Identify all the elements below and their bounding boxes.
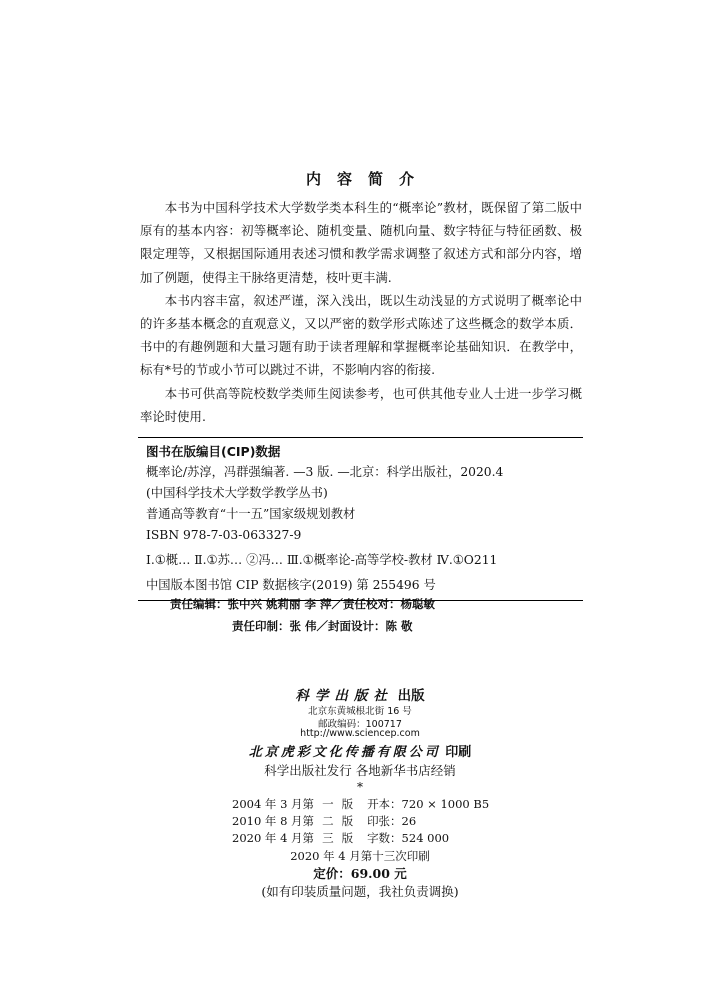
publisher-postcode: 邮政编码：100717 — [318, 719, 402, 730]
publisher-logo: 科学出版社 — [295, 688, 393, 704]
edition-number: 二 — [322, 814, 334, 828]
edition-spec: 印张：26 — [367, 814, 417, 828]
distribution-line: 科学出版社发行 各地新华书店经销 — [264, 763, 456, 778]
cip-series-line: (中国科学技术大学数学教学丛书) — [146, 486, 328, 500]
edition-type: 版 — [341, 814, 354, 828]
separator-star: * — [357, 780, 363, 794]
edition-number: 一 — [322, 797, 334, 811]
printing-line: 2020 年 4 月第十三次印刷 — [290, 849, 430, 863]
edition-row — [232, 830, 489, 847]
printer-logo: 北京虎彩文化传播有限公司 — [248, 745, 441, 760]
quality-note: (如有印装质量问题，我社负责调换) — [261, 884, 459, 899]
edition-number: 三 — [322, 831, 334, 845]
summary-paragraph: 本书可供高等院校数学类师生阅读参考，也可供其他专业人士进一步学习概率论时使用. — [140, 385, 582, 424]
cip-plan-line: 普通高等教育“十一五”国家级规划教材 — [146, 507, 356, 521]
edition-table — [232, 796, 489, 847]
cip-title-line: 概率论/苏淳，冯群强编著. —3 版. —北京：科学出版社，2020.4 — [146, 465, 504, 479]
cip-check-number: 中国版本图书馆 CIP 数据核字(2019) 第 255496 号 — [146, 578, 436, 592]
price-line: 定价：69.00 元 — [313, 866, 407, 881]
summary-paragraph: 本书内容丰富，叙述严谨，深入浅出，既以生动浅显的方式说明了概率论中的许多基本概念的直观意义，又以严密的数学形式陈述了这些概念的数学本质．书中的有趣例题和大量习题有助于读者理解和掌握概率论基础知识．在教学中，标有*号的节或小节可以跳过不讲，不影响内容的衔接. — [140, 292, 582, 378]
edition-spec: 字数：524 000 — [367, 831, 450, 845]
cip-classification: Ⅰ.①概… Ⅱ.①苏… ②冯… Ⅲ.①概率论-高等学校-教材 Ⅳ.①O211 — [146, 553, 498, 567]
editors-credit: 责任编辑：张中兴 姚莉丽 李 萍／责任校对：杨聪敏 — [170, 597, 436, 611]
cip-heading: 图书在版编目(CIP)数据 — [146, 444, 281, 459]
summary-section — [140, 196, 582, 428]
edition-row — [232, 813, 489, 830]
printer-line — [0, 741, 720, 760]
page-title: 内容简介 — [305, 170, 430, 188]
printer-action: 印刷 — [445, 745, 472, 760]
edition-date: 2004 年 3 月第 — [232, 797, 315, 811]
edition-row — [232, 796, 489, 813]
cip-data-block — [138, 437, 583, 601]
publisher-action: 出版 — [397, 688, 425, 704]
summary-paragraph: 本书为中国科学技术大学数学类本科生的“概率论”教材，既保留了第二版中原有的基本内容：初等概率论、随机变量、随机向量、数字特征与特征函数、极限定理等，又根据国际通用表述习惯和教学需求调整了叙述方式和部分内容，增加了例题，使得主干脉络更清楚，枝叶更丰满. — [140, 200, 582, 285]
edition-type: 版 — [341, 831, 354, 845]
publisher-website: http://www.sciencep.com — [300, 728, 420, 739]
publisher-address: 北京东黄城根北街 16 号 — [308, 706, 412, 717]
edition-type: 版 — [341, 797, 354, 811]
edition-spec: 开本：720 × 1000 B5 — [367, 797, 490, 811]
print-design-credit: 责任印制：张 伟／封面设计：陈 敬 — [232, 619, 413, 633]
publisher-line — [0, 684, 720, 704]
cip-isbn: ISBN 978-7-03-063327-9 — [146, 528, 302, 542]
edition-date: 2010 年 8 月第 — [232, 814, 315, 828]
edition-date: 2020 年 4 月第 — [232, 831, 315, 845]
